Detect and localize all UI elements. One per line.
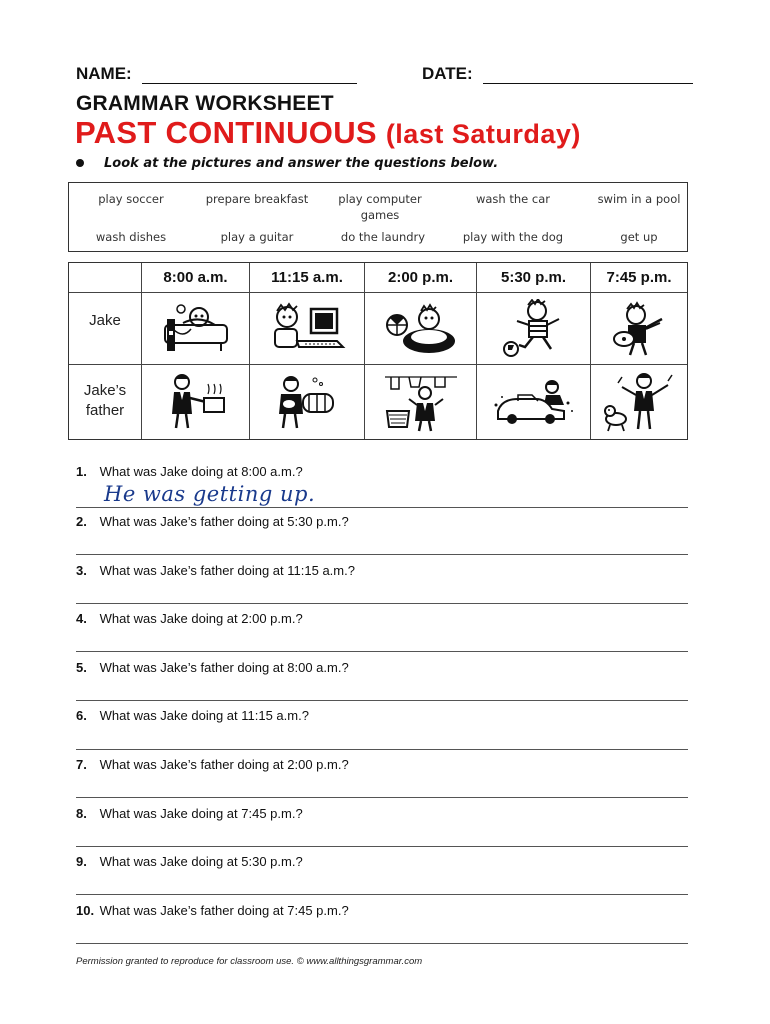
question-number: 3. xyxy=(76,563,87,578)
question-text: What was Jake doing at 11:15 a.m.? xyxy=(99,708,309,723)
question-5 xyxy=(76,660,688,675)
time-header: 5:30 p.m. xyxy=(477,263,591,293)
question-text: What was Jake doing at 2:00 p.m.? xyxy=(99,611,303,626)
main-subtitle: (last Saturday) xyxy=(385,119,581,149)
picture-cell xyxy=(477,293,591,365)
name-line[interactable] xyxy=(142,66,357,84)
man-washing-dishes-icon xyxy=(267,372,347,432)
question-number: 7. xyxy=(76,757,87,772)
man-washing-car-icon xyxy=(492,377,576,427)
word-bank xyxy=(68,182,688,252)
main-title-text: PAST CONTINUOUS xyxy=(75,115,377,150)
boy-in-bed-icon xyxy=(159,301,233,357)
answer-line[interactable] xyxy=(76,554,688,555)
question-8 xyxy=(76,806,688,821)
word-bank-item: wash the car xyxy=(475,192,550,206)
row-label-father-text: Jake’s father xyxy=(83,382,127,419)
word-bank-item: wash dishes xyxy=(95,230,167,244)
answer-line[interactable] xyxy=(76,603,688,604)
question-number: 9. xyxy=(76,854,87,869)
question-text: What was Jake’s father doing at 11:15 a.m.? xyxy=(99,563,355,578)
time-header: 8:00 a.m. xyxy=(142,263,250,293)
question-1 xyxy=(76,464,688,479)
picture-cell xyxy=(142,293,250,365)
question-9 xyxy=(76,854,688,869)
name-field[interactable] xyxy=(76,64,357,84)
question-text: What was Jake doing at 7:45 p.m.? xyxy=(99,806,303,821)
question-number: 6. xyxy=(76,708,87,723)
question-text: What was Jake doing at 8:00 a.m.? xyxy=(99,464,303,479)
question-number: 8. xyxy=(76,806,87,821)
grid-corner xyxy=(69,263,142,293)
time-header: 11:15 a.m. xyxy=(250,263,365,293)
date-line[interactable] xyxy=(483,66,693,84)
picture-grid xyxy=(68,262,688,440)
question-2 xyxy=(76,514,688,529)
date-field[interactable] xyxy=(422,64,693,84)
word-bank-item: get up xyxy=(620,230,658,244)
bullet-icon xyxy=(76,159,84,167)
row-label-father xyxy=(69,365,142,439)
answer-line[interactable] xyxy=(76,943,688,944)
answer-line[interactable] xyxy=(76,749,688,750)
question-text: What was Jake’s father doing at 2:00 p.m.? xyxy=(99,757,349,772)
worksheet-title: GRAMMAR WORKSHEET xyxy=(76,92,334,115)
time-header: 2:00 p.m. xyxy=(365,263,477,293)
answer-1-handwritten: He was getting up. xyxy=(104,482,316,506)
instruction xyxy=(76,156,498,171)
main-title xyxy=(75,115,581,151)
picture-cell xyxy=(142,365,250,439)
man-doing-laundry-icon xyxy=(381,371,461,433)
boy-playing-soccer-icon xyxy=(501,299,567,359)
word-bank-item: do the laundry xyxy=(340,230,426,244)
question-number: 1. xyxy=(76,464,87,479)
word-bank-item: play with the dog xyxy=(462,230,564,244)
question-number: 5. xyxy=(76,660,87,675)
man-cooking-icon xyxy=(156,372,236,432)
instruction-text: Look at the pictures and answer the questions below. xyxy=(104,156,499,171)
time-header: 7:45 p.m. xyxy=(591,263,687,293)
word-bank-item: play a guitar xyxy=(220,230,294,244)
name-label: NAME: xyxy=(76,64,132,83)
picture-cell xyxy=(591,293,687,365)
word-bank-item: swim in a pool xyxy=(597,192,681,206)
word-bank-item: prepare breakfast xyxy=(205,192,309,206)
question-number: 2. xyxy=(76,514,87,529)
question-text: What was Jake’s father doing at 7:45 p.m.? xyxy=(99,903,349,918)
boy-playing-guitar-icon xyxy=(604,301,674,357)
man-with-dog-icon xyxy=(602,371,676,433)
picture-cell xyxy=(591,365,687,439)
question-6 xyxy=(76,708,688,723)
question-number: 4. xyxy=(76,611,87,626)
question-3 xyxy=(76,563,688,578)
word-bank-item: play soccer xyxy=(98,192,164,206)
question-text: What was Jake’s father doing at 5:30 p.m.? xyxy=(99,514,349,529)
question-10 xyxy=(76,903,688,918)
header-row xyxy=(76,64,696,88)
word-bank-item: play computer games xyxy=(338,192,422,222)
question-text: What was Jake doing at 5:30 p.m.? xyxy=(99,854,303,869)
question-7 xyxy=(76,757,688,772)
answer-line[interactable] xyxy=(76,797,688,798)
answer-line[interactable] xyxy=(76,846,688,847)
answer-line[interactable] xyxy=(76,700,688,701)
question-text: What was Jake’s father doing at 8:00 a.m.? xyxy=(99,660,349,675)
date-label: DATE: xyxy=(422,64,473,83)
boy-at-computer-icon xyxy=(265,301,349,357)
row-label-jake: Jake xyxy=(69,293,142,365)
picture-cell xyxy=(477,365,591,439)
picture-cell xyxy=(250,293,365,365)
answer-line[interactable] xyxy=(76,651,688,652)
question-4 xyxy=(76,611,688,626)
answer-line[interactable] xyxy=(76,894,688,895)
picture-cell xyxy=(365,293,477,365)
boy-in-pool-icon xyxy=(381,301,461,357)
picture-cell xyxy=(250,365,365,439)
picture-cell xyxy=(365,365,477,439)
question-number: 10. xyxy=(76,903,95,918)
answer-line[interactable] xyxy=(76,507,688,508)
footer-copyright: Permission granted to reproduce for classroom use. © www.allthingsgrammar.com xyxy=(76,956,423,967)
